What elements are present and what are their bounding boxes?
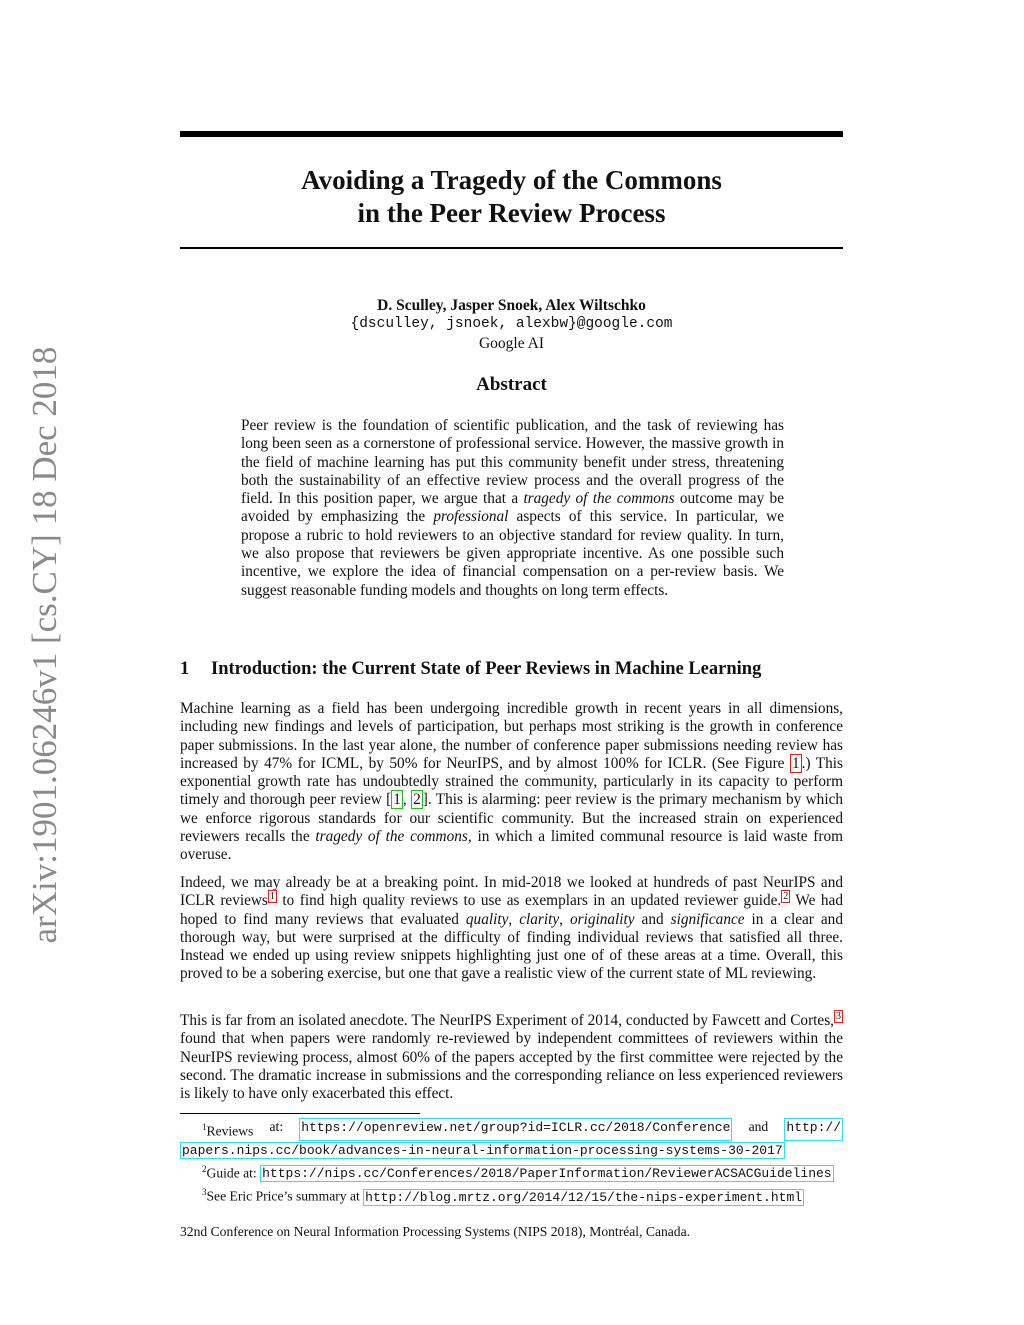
- section-number: 1: [180, 659, 190, 679]
- footnote-1-continued: [180, 1141, 843, 1160]
- footnote-text: at:: [269, 1119, 284, 1134]
- intro-paragraph-2: [180, 874, 843, 984]
- paragraph-text: We had hoped to find many reviews that evaluated: [180, 892, 843, 928]
- abstract-emphasis: tragedy of the commons: [523, 490, 675, 508]
- footnote-1: [180, 1118, 843, 1141]
- footnote-url-link[interactable]: http://: [784, 1118, 843, 1141]
- abstract-emphasis: professional: [433, 508, 509, 526]
- author-emails[interactable]: {dsculley, jsnoek, alexbw}@google.com: [350, 316, 673, 332]
- section-title: Introduction: the Current State of Peer Reviews in Machine Learning: [211, 659, 762, 679]
- paragraph-text: found that when papers were randomly re-reviewed by independent committees of reviewers within the NeurIPS reviewing process, almost 60% of the papers accepted by the first committee were rejected by the second. The dramatic increase in submissions and the corresponding reliance on less experienced reviewers is likely to have only exacerbated this effect.: [180, 1030, 843, 1103]
- citation-link[interactable]: 2: [413, 791, 421, 809]
- title-line-2: in the Peer Review Process: [357, 198, 666, 228]
- footnote-marker-link[interactable]: 1: [269, 891, 275, 903]
- paragraph-text: This is far from an isolated anecdote. The NeurIPS Experiment of 2014, conducted by Fawcett and Cortes,: [180, 1012, 834, 1029]
- paragraph-text: ,: [559, 910, 570, 928]
- paragraph-text: Machine learning as a field has been undergoing incredible growth in recent years in all dimensions, including new findings and levels of participation, but perhaps most striking is the growth in conference paper submissions. In the last year alone, the number of conference paper submissions needing review has increased by 47% for ICML, by 50% for NeurIPS, and by almost 100% for ICLR. (See Figure: [180, 700, 843, 772]
- abstract-text: aspects of this service. In particular, we propose a rubric to hold reviewers to an objective standard for review quality. In turn, we also propose that reviewers be given appropriate incentive. As one possible such incentive, we explore the idea of financial compensation on a per-review basis. We suggest reasonable funding models and thoughts on long term effects.: [241, 508, 784, 599]
- title-line-1: Avoiding a Tragedy of the Commons: [301, 165, 722, 195]
- abstract-body: [241, 417, 784, 600]
- section-heading: [180, 657, 860, 681]
- footnote-rule: [180, 1113, 420, 1114]
- author-block: [180, 296, 843, 353]
- footnote-text: and: [748, 1119, 769, 1134]
- intro-paragraph-3: [180, 1012, 843, 1103]
- paragraph-text: ,: [402, 791, 412, 809]
- footnote-url-link[interactable]: https://openreview.net/group?id=ICLR.cc/2018/Conference: [299, 1118, 732, 1141]
- footnote-number: 1: [202, 1122, 207, 1132]
- paragraph-text: Indeed, we may already be at a breaking point. In mid-2018 we looked at hundreds of past NeurIPS and ICLR reviews: [180, 874, 843, 910]
- intro-paragraph-1: [180, 700, 843, 865]
- paragraph-text: ]. This is alarming: peer review is the primary mechanism by which we enforce rigorous standards for our scientific community. But the increased strain on experienced reviewers recalls the: [180, 791, 844, 846]
- paragraph-text: , in which a limited communal resource is laid waste from overuse.: [180, 828, 843, 864]
- footnote-number: 3: [202, 1187, 207, 1198]
- conference-venue: 32nd Conference on Neural Information Processing Systems (NIPS 2018), Montréal, Canada.: [180, 1224, 691, 1239]
- footnote-url-link[interactable]: https://nips.cc/Conferences/2018/PaperInformation/ReviewerACSACGuidelines: [262, 1166, 832, 1182]
- paragraph-text: to find high quality reviews to use as exemplars in an updated reviewer guide.: [276, 892, 782, 910]
- footnotes: [180, 1118, 843, 1207]
- footnote-text: [202, 1118, 253, 1141]
- abstract-text: Peer review is the foundation of scientific publication, and the task of reviewing has long been seen as a cornerstone of professional service. However, the massive growth in the field of machine learning has put this community benefit under stress, threatening both the sustainability of an effective review process and the overall progress of the field. In this position paper, we argue that a: [241, 417, 784, 508]
- abstract-heading: Abstract: [476, 374, 547, 395]
- author-affiliation: Google AI: [478, 335, 544, 352]
- footnote-number: 2: [202, 1163, 207, 1174]
- paragraph-emphasis: tragedy of the commons: [315, 828, 468, 846]
- title-rule-top: [180, 131, 843, 137]
- paragraph-emphasis: originality: [569, 910, 635, 928]
- footnote-marker-link[interactable]: 3: [836, 1010, 841, 1022]
- footnote-text: Reviews: [206, 1123, 254, 1139]
- footnote-url-link[interactable]: papers.nips.cc/book/advances-in-neural-information-processing-systems-30-2017: [182, 1142, 783, 1158]
- paragraph-text: and: [634, 910, 671, 928]
- footnote-url-link[interactable]: http://blog.mrtz.org/2014/12/15/the-nips-experiment.html: [365, 1189, 803, 1205]
- footnote-2: [180, 1160, 843, 1184]
- paper-title: [180, 164, 843, 230]
- author-names: D. Sculley, Jasper Snoek, Alex Wiltschko: [377, 297, 646, 314]
- footnote-text: Guide at:: [206, 1165, 261, 1181]
- paragraph-emphasis: quality: [465, 910, 509, 928]
- paragraph-emphasis: significance: [670, 910, 745, 928]
- arxiv-identifier[interactable]: arXiv:1901.06246v1 [cs.CY] 18 Dec 2018: [25, 346, 64, 944]
- paragraph-text: ,: [508, 910, 520, 928]
- footnote-3: [180, 1183, 843, 1207]
- paragraph-text: in a clear and thorough way, but were surprised at the difficulty of finding individual reviews that satisfied all three. Instead we ended up using review snippets highlighting just one of of these areas at a time. Overall, this proved to be a sobering exercise, but one that gave a realistic view of the current state of ML reviewing.: [180, 910, 843, 983]
- paragraph-text: .) This exponential growth rate has undoubtedly strained the community, particularly in its capacity to perform timely and thorough peer review [: [180, 754, 843, 809]
- footnote-marker-link[interactable]: 2: [783, 891, 789, 903]
- paragraph-emphasis: clarity: [519, 910, 560, 928]
- figure-reference-link[interactable]: 1: [791, 754, 800, 772]
- abstract-text: outcome may be avoided by emphasizing the: [241, 490, 784, 526]
- title-rule-bottom: [180, 247, 843, 249]
- footnote-text: See Eric Price’s summary at: [206, 1188, 364, 1204]
- citation-link[interactable]: 1: [393, 791, 401, 809]
